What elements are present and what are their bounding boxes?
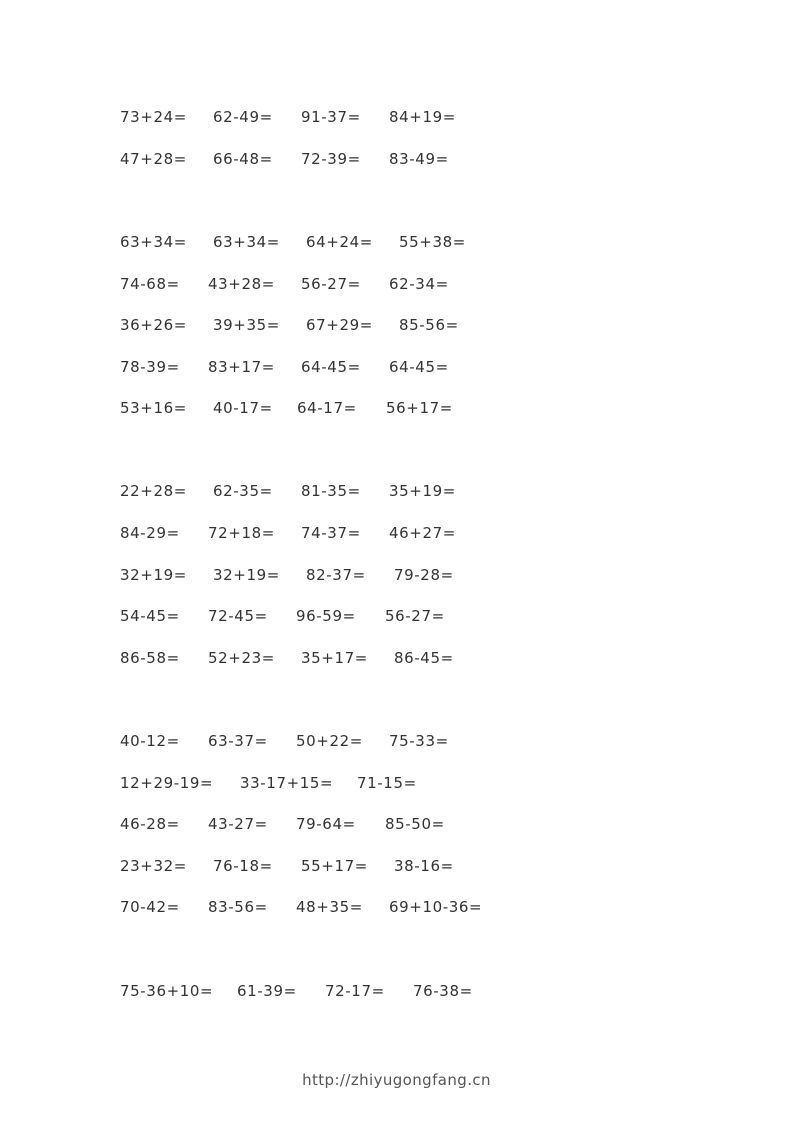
arithmetic-problem: 83+17= — [208, 358, 275, 376]
arithmetic-problem: 74-68= — [120, 275, 180, 293]
arithmetic-problem: 91-37= — [301, 108, 361, 126]
arithmetic-problem: 86-58= — [120, 649, 180, 667]
arithmetic-problem: 81-35= — [301, 482, 361, 500]
arithmetic-problem: 73+24= — [120, 108, 187, 126]
arithmetic-problem: 75-36+10= — [120, 982, 214, 1000]
arithmetic-problem: 72-45= — [208, 607, 268, 625]
arithmetic-problem: 46-28= — [120, 815, 180, 833]
arithmetic-problem: 33-17+15= — [240, 774, 334, 792]
arithmetic-problem: 53+16= — [120, 399, 187, 417]
arithmetic-problem: 82-37= — [306, 566, 366, 584]
arithmetic-problem: 56-27= — [385, 607, 445, 625]
arithmetic-problem: 43-27= — [208, 815, 268, 833]
arithmetic-problem: 83-56= — [208, 898, 268, 916]
arithmetic-problem: 84-29= — [120, 524, 180, 542]
arithmetic-problem: 85-56= — [399, 316, 459, 334]
arithmetic-problem: 71-15= — [357, 774, 417, 792]
footer-url: http://zhiyugongfang.cn — [302, 1071, 491, 1089]
arithmetic-problem: 76-38= — [413, 982, 473, 1000]
arithmetic-problem: 79-28= — [394, 566, 454, 584]
arithmetic-problem: 96-59= — [296, 607, 356, 625]
arithmetic-problem: 43+28= — [208, 275, 275, 293]
arithmetic-problem: 62-49= — [213, 108, 273, 126]
arithmetic-problem: 52+23= — [208, 649, 275, 667]
arithmetic-problem: 70-42= — [120, 898, 180, 916]
arithmetic-problem: 62-35= — [213, 482, 273, 500]
arithmetic-problem: 48+35= — [296, 898, 363, 916]
arithmetic-problem: 76-18= — [213, 857, 273, 875]
arithmetic-problem: 64-45= — [389, 358, 449, 376]
arithmetic-problem: 75-33= — [389, 732, 449, 750]
arithmetic-problem: 78-39= — [120, 358, 180, 376]
arithmetic-problem: 74-37= — [301, 524, 361, 542]
arithmetic-problem: 62-34= — [389, 275, 449, 293]
arithmetic-problem: 55+17= — [301, 857, 368, 875]
arithmetic-problem: 79-64= — [296, 815, 356, 833]
arithmetic-problem: 39+35= — [213, 316, 280, 334]
arithmetic-problem: 56+17= — [386, 399, 453, 417]
arithmetic-problem: 40-12= — [120, 732, 180, 750]
arithmetic-problem: 54-45= — [120, 607, 180, 625]
arithmetic-problem: 35+17= — [301, 649, 368, 667]
arithmetic-problem: 32+19= — [120, 566, 187, 584]
arithmetic-problem: 38-16= — [394, 857, 454, 875]
arithmetic-problem: 83-49= — [389, 150, 449, 168]
arithmetic-problem: 12+29-19= — [120, 774, 214, 792]
arithmetic-problem: 64-17= — [297, 399, 357, 417]
arithmetic-problem: 86-45= — [394, 649, 454, 667]
arithmetic-problem: 47+28= — [120, 150, 187, 168]
arithmetic-problem: 63-37= — [208, 732, 268, 750]
arithmetic-problem: 56-27= — [301, 275, 361, 293]
arithmetic-problem: 32+19= — [213, 566, 280, 584]
arithmetic-problem: 64-45= — [301, 358, 361, 376]
arithmetic-problem: 72-39= — [301, 150, 361, 168]
arithmetic-problem: 63+34= — [213, 233, 280, 251]
arithmetic-problem: 69+10-36= — [389, 898, 483, 916]
arithmetic-problem: 63+34= — [120, 233, 187, 251]
arithmetic-problem: 55+38= — [399, 233, 466, 251]
arithmetic-problem: 22+28= — [120, 482, 187, 500]
arithmetic-problem: 85-50= — [385, 815, 445, 833]
arithmetic-problem: 23+32= — [120, 857, 187, 875]
arithmetic-problem: 50+22= — [296, 732, 363, 750]
arithmetic-problem: 46+27= — [389, 524, 456, 542]
arithmetic-problem: 67+29= — [306, 316, 373, 334]
arithmetic-problem: 72-17= — [325, 982, 385, 1000]
arithmetic-problem: 35+19= — [389, 482, 456, 500]
arithmetic-problem: 84+19= — [389, 108, 456, 126]
arithmetic-problem: 72+18= — [208, 524, 275, 542]
arithmetic-problem: 36+26= — [120, 316, 187, 334]
arithmetic-problem: 64+24= — [306, 233, 373, 251]
arithmetic-problem: 66-48= — [213, 150, 273, 168]
arithmetic-problem: 40-17= — [213, 399, 273, 417]
arithmetic-problem: 61-39= — [237, 982, 297, 1000]
